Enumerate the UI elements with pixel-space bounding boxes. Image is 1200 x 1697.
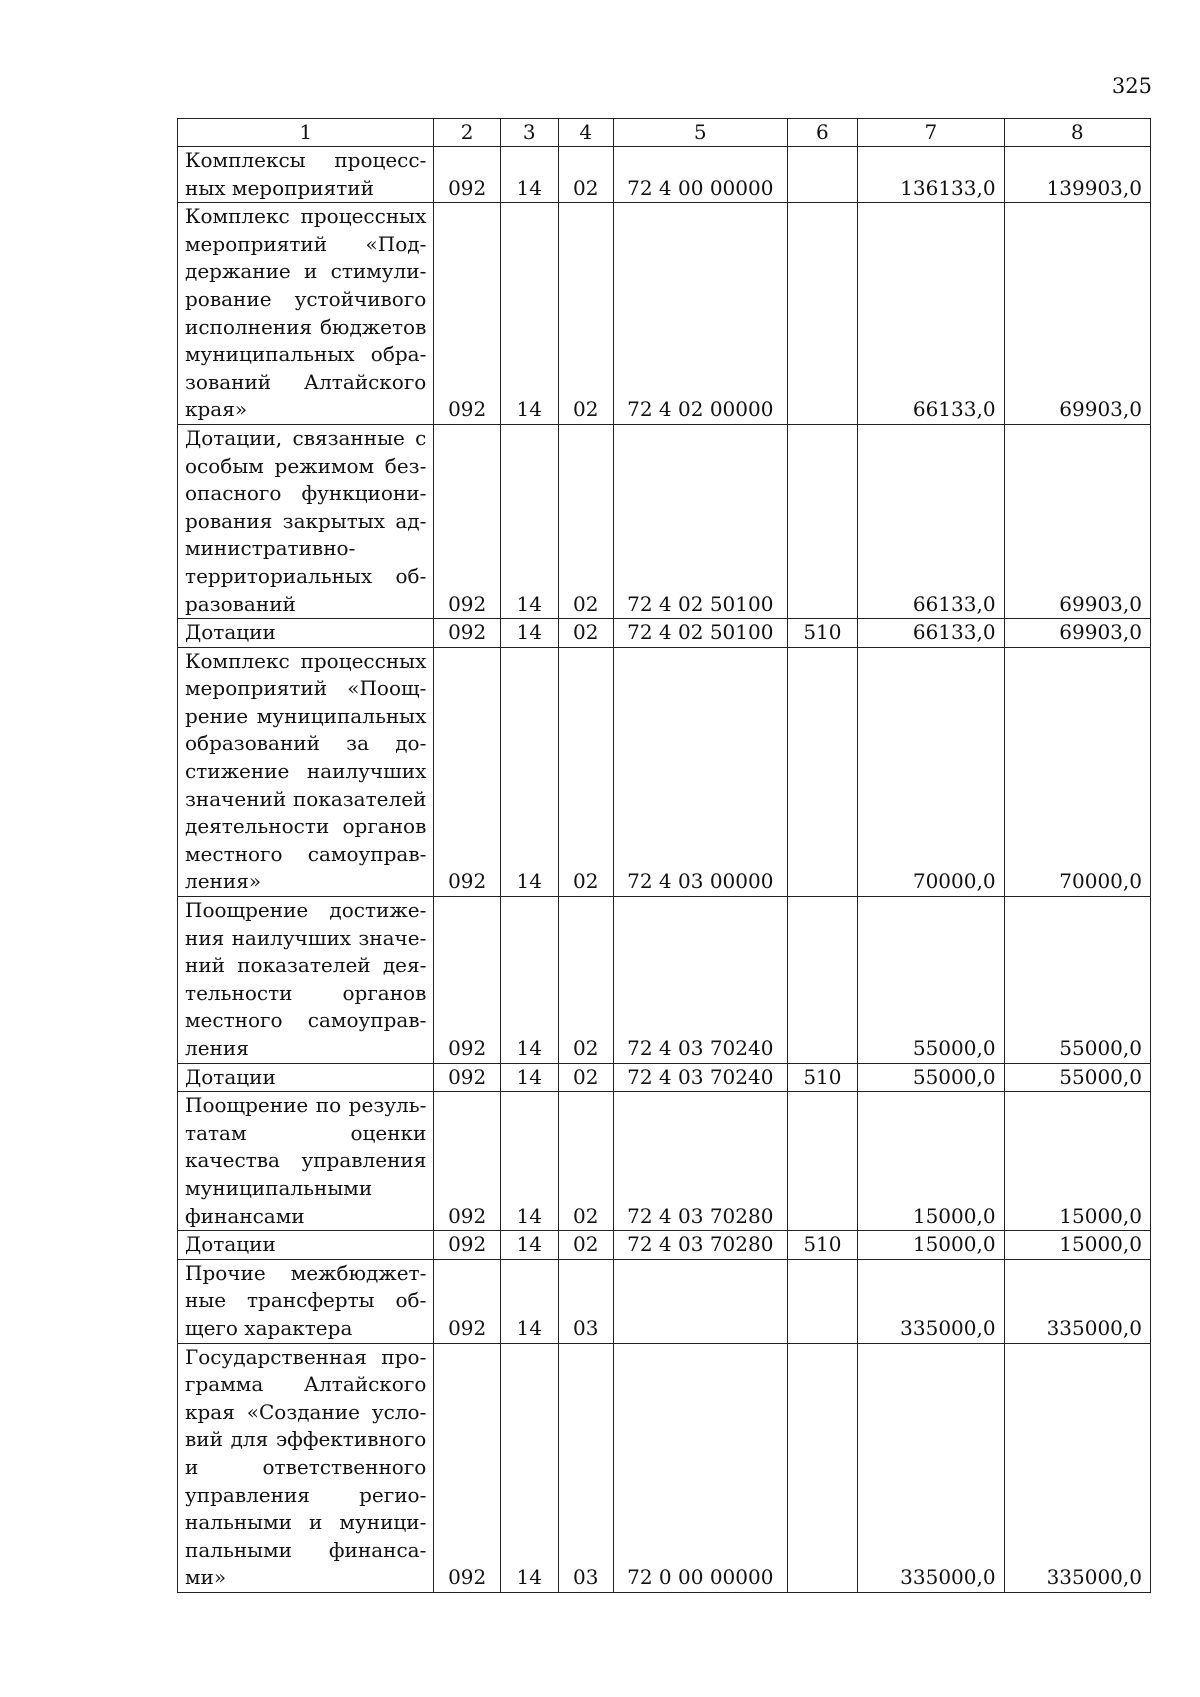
column-header-subsection: 4 [558, 119, 614, 147]
sum-1-cell: 66133,0 [858, 424, 1004, 618]
admin-code-cell: 092 [434, 147, 501, 203]
target-code-cell: 72 4 03 00000 [614, 647, 788, 896]
subsection-cell: 03 [558, 1343, 614, 1592]
section-cell: 14 [500, 1063, 558, 1092]
section-cell: 14 [500, 1259, 558, 1343]
target-code-cell [614, 1259, 788, 1343]
target-code-cell: 72 4 03 70280 [614, 1092, 788, 1231]
column-header-admin: 2 [434, 119, 501, 147]
subsection-cell: 02 [558, 1063, 614, 1092]
target-code-cell: 72 4 03 70240 [614, 1063, 788, 1092]
budget-table [177, 118, 1151, 1593]
table-row [178, 897, 1151, 1064]
expense-type-cell [787, 897, 858, 1064]
admin-code-cell: 092 [434, 1063, 501, 1092]
sum-2-cell: 70000,0 [1004, 647, 1150, 896]
table-row [178, 1092, 1151, 1231]
target-code-cell: 72 4 00 00000 [614, 147, 788, 203]
section-cell: 14 [500, 647, 558, 896]
section-cell: 14 [500, 147, 558, 203]
sum-2-cell: 55000,0 [1004, 1063, 1150, 1092]
expense-type-cell [787, 1343, 858, 1592]
table-row [178, 619, 1151, 648]
expense-type-cell [787, 1259, 858, 1343]
sum-1-cell: 55000,0 [858, 897, 1004, 1064]
sum-2-cell: 15000,0 [1004, 1231, 1150, 1260]
table-row [178, 1231, 1151, 1260]
row-name-cell: Прочие межбюджетные трансферты общего характера [178, 1259, 434, 1343]
sum-1-cell: 55000,0 [858, 1063, 1004, 1092]
column-header-sum-1: 7 [858, 119, 1004, 147]
table-row [178, 147, 1151, 203]
admin-code-cell: 092 [434, 424, 501, 618]
sum-1-cell: 335000,0 [858, 1259, 1004, 1343]
column-header-section: 3 [500, 119, 558, 147]
subsection-cell: 03 [558, 1259, 614, 1343]
expense-type-cell [787, 647, 858, 896]
admin-code-cell: 092 [434, 1259, 501, 1343]
sum-1-cell: 335000,0 [858, 1343, 1004, 1592]
table-row [178, 203, 1151, 425]
row-name-cell: Комплексы процессных мероприятий [178, 147, 434, 203]
subsection-cell: 02 [558, 647, 614, 896]
admin-code-cell: 092 [434, 1092, 501, 1231]
target-code-cell: 72 0 00 00000 [614, 1343, 788, 1592]
target-code-cell: 72 4 02 00000 [614, 203, 788, 425]
section-cell: 14 [500, 897, 558, 1064]
admin-code-cell: 092 [434, 619, 501, 648]
row-name-cell: Поощрение достижения наилучших значений показателей деятельности органов местного самоуправления [178, 897, 434, 1064]
subsection-cell: 02 [558, 424, 614, 618]
table-header-row [178, 119, 1151, 147]
table-row [178, 424, 1151, 618]
expense-type-cell [787, 424, 858, 618]
section-cell: 14 [500, 203, 558, 425]
table-row [178, 1343, 1151, 1592]
target-code-cell: 72 4 03 70240 [614, 897, 788, 1064]
target-code-cell: 72 4 03 70280 [614, 1231, 788, 1260]
column-header-sum-2: 8 [1004, 119, 1150, 147]
page-number: 325 [1111, 74, 1152, 98]
column-header-name: 1 [178, 119, 434, 147]
table-row [178, 1259, 1151, 1343]
admin-code-cell: 092 [434, 203, 501, 425]
sum-2-cell: 335000,0 [1004, 1259, 1150, 1343]
row-name-cell: Государственная программа Алтайского края «Создание условий для эффективного и ответственного управления региональными и муниципальными финансами» [178, 1343, 434, 1592]
sum-2-cell: 69903,0 [1004, 203, 1150, 425]
sum-1-cell: 136133,0 [858, 147, 1004, 203]
admin-code-cell: 092 [434, 897, 501, 1064]
sum-1-cell: 15000,0 [858, 1092, 1004, 1231]
section-cell: 14 [500, 619, 558, 648]
expense-type-cell [787, 203, 858, 425]
row-name-cell: Дотации, связанные с особым режимом безопасного функционирования закрытых административно-территориальных образований [178, 424, 434, 618]
row-name-cell: Дотации [178, 619, 434, 648]
expense-type-cell [787, 147, 858, 203]
subsection-cell: 02 [558, 147, 614, 203]
section-cell: 14 [500, 1231, 558, 1260]
subsection-cell: 02 [558, 1231, 614, 1260]
target-code-cell: 72 4 02 50100 [614, 619, 788, 648]
sum-2-cell: 139903,0 [1004, 147, 1150, 203]
sum-1-cell: 66133,0 [858, 619, 1004, 648]
subsection-cell: 02 [558, 203, 614, 425]
column-header-target: 5 [614, 119, 788, 147]
section-cell: 14 [500, 1092, 558, 1231]
sum-1-cell: 15000,0 [858, 1231, 1004, 1260]
sum-2-cell: 69903,0 [1004, 424, 1150, 618]
row-name-cell: Дотации [178, 1231, 434, 1260]
subsection-cell: 02 [558, 1092, 614, 1231]
expense-type-cell [787, 1092, 858, 1231]
subsection-cell: 02 [558, 619, 614, 648]
row-name-cell: Комплекс процессных мероприятий «Поощрение муниципальных образований за достижение наилучших значений показателей деятельности органов местного самоуправления» [178, 647, 434, 896]
sum-2-cell: 335000,0 [1004, 1343, 1150, 1592]
row-name-cell: Комплекс процессных мероприятий «Поддержание и стимулирование устойчивого исполнения бюджетов муниципальных образований Алтайского края» [178, 203, 434, 425]
row-name-cell: Дотации [178, 1063, 434, 1092]
sum-2-cell: 15000,0 [1004, 1092, 1150, 1231]
admin-code-cell: 092 [434, 1343, 501, 1592]
table-row [178, 647, 1151, 896]
sum-1-cell: 70000,0 [858, 647, 1004, 896]
expense-type-cell: 510 [787, 1231, 858, 1260]
column-header-expense-type: 6 [787, 119, 858, 147]
row-name-cell: Поощрение по результатам оценки качества управления муниципальными финансами [178, 1092, 434, 1231]
expense-type-cell: 510 [787, 1063, 858, 1092]
admin-code-cell: 092 [434, 1231, 501, 1260]
target-code-cell: 72 4 02 50100 [614, 424, 788, 618]
admin-code-cell: 092 [434, 647, 501, 896]
sum-2-cell: 69903,0 [1004, 619, 1150, 648]
section-cell: 14 [500, 424, 558, 618]
expense-type-cell: 510 [787, 619, 858, 648]
sum-1-cell: 66133,0 [858, 203, 1004, 425]
sum-2-cell: 55000,0 [1004, 897, 1150, 1064]
section-cell: 14 [500, 1343, 558, 1592]
table-row [178, 1063, 1151, 1092]
subsection-cell: 02 [558, 897, 614, 1064]
